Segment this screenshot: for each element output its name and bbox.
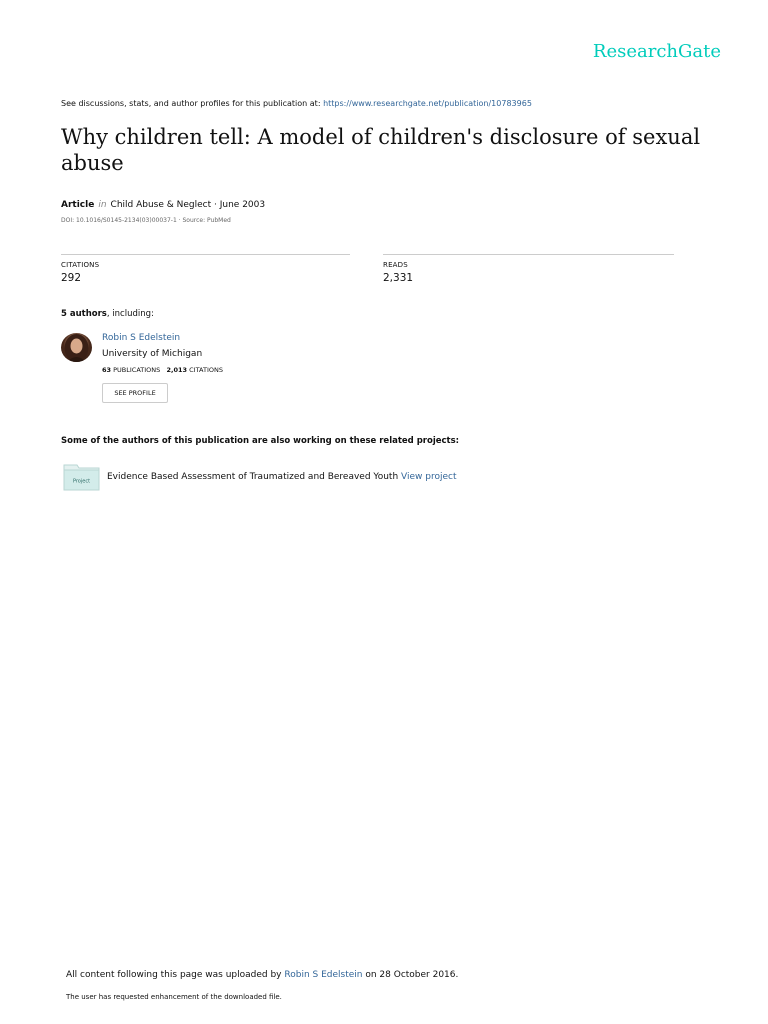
related-projects-heading: Some of the authors of this publication are also working on these related projects:: [61, 436, 460, 446]
doi-line: DOI: 10.1016/S0145-2134(03)00037-1 · Source: PubMed: [61, 217, 231, 224]
project-line: [107, 472, 457, 482]
publication-url-link[interactable]: https://www.researchgate.net/publication/10783965: [323, 99, 532, 108]
reads-value: 2,331: [383, 272, 414, 284]
enhancement-note: The user has requested enhancement of the downloaded file.: [66, 993, 282, 1001]
author-publications-count: 63: [102, 366, 112, 374]
author-citations-label: CITATIONS: [189, 366, 223, 374]
author-institution: University of Michigan: [102, 349, 203, 359]
article-type: Article: [61, 200, 95, 210]
authors-count-line: [61, 309, 154, 319]
upload-suffix: on 28 October 2016.: [362, 970, 459, 980]
reads-divider: [383, 254, 674, 255]
authors-suffix: , including:: [106, 309, 154, 319]
article-meta: [61, 200, 265, 210]
project-title: Evidence Based Assessment of Traumatized and Bereaved Youth: [107, 472, 399, 482]
citations-value: 292: [61, 272, 82, 284]
avatar-portrait: [61, 333, 92, 362]
in-word: in: [98, 200, 107, 210]
citations-divider: [61, 254, 350, 255]
author-citations-count: 2,013: [166, 366, 188, 374]
see-discussions-line: [61, 99, 532, 108]
journal-date: Child Abuse & Neglect · June 2003: [110, 200, 266, 210]
uploader-link[interactable]: Robin S Edelstein: [284, 970, 363, 980]
project-icon-label: Project: [72, 478, 91, 485]
article-title: Why children tell: A model of children's disclosure of sexual abuse: [61, 125, 701, 175]
see-profile-button[interactable]: SEE PROFILE: [102, 383, 168, 403]
see-line-prefix: See discussions, stats, and author profiles for this publication at:: [61, 99, 324, 108]
upload-info: [66, 970, 458, 980]
avatar[interactable]: [61, 333, 92, 362]
author-name-link[interactable]: Robin S Edelstein: [102, 333, 181, 343]
author-publications-label: PUBLICATIONS: [113, 366, 161, 374]
researchgate-logo[interactable]: ResearchGate: [592, 41, 721, 62]
reads-label: READS: [383, 261, 408, 269]
author-stats: [102, 366, 223, 374]
authors-count: 5 authors: [61, 309, 107, 319]
upload-prefix: All content following this page was uploaded by: [66, 970, 285, 980]
project-folder-icon: [63, 463, 100, 491]
citations-label: CITATIONS: [61, 261, 100, 269]
view-project-link[interactable]: View project: [401, 472, 457, 482]
